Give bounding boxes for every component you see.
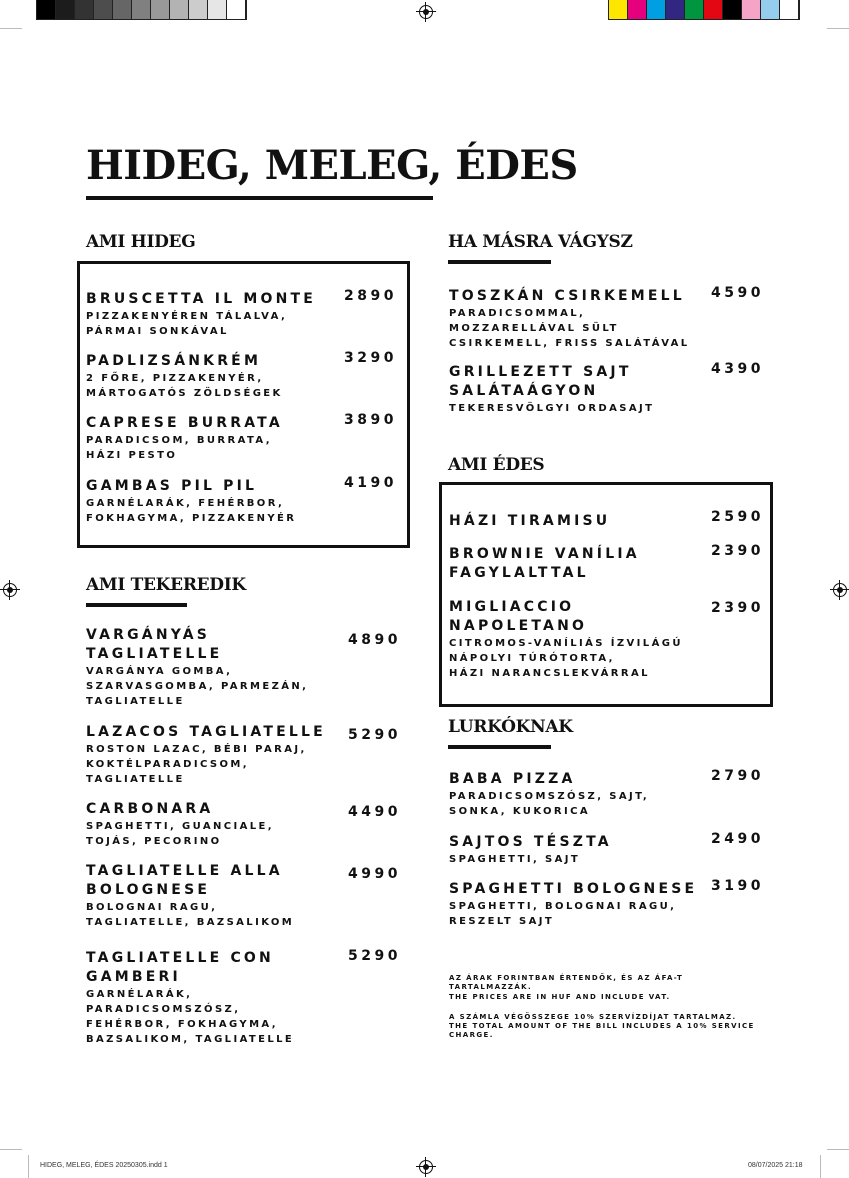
menu-item-price: 3890 bbox=[344, 412, 397, 428]
title-underline bbox=[86, 196, 433, 200]
note-prices-hu: AZ ÁRAK FORINTBAN ÉRTENDŐK, ÉS AZ ÁFA-T TARTALMAZZÁK. bbox=[449, 974, 684, 991]
menu-item-description: SPAGHETTI, SAJT bbox=[449, 854, 581, 865]
color-swatch bbox=[780, 0, 799, 19]
menu-item-name: LAZACOS TAGLIATELLE bbox=[86, 724, 326, 740]
menu-item-price: 4390 bbox=[711, 361, 764, 377]
color-swatch bbox=[723, 0, 742, 19]
registration-mark-right-icon bbox=[833, 583, 847, 597]
section-underline bbox=[86, 603, 187, 607]
crop-mark bbox=[827, 28, 849, 29]
grayscale-color-bar bbox=[36, 0, 247, 20]
menu-item-description: PIZZAKENYÉREN TÁLALVA, PÁRMAI SONKÁVAL bbox=[86, 311, 288, 337]
crop-mark bbox=[820, 1155, 821, 1178]
menu-item-price: 3290 bbox=[344, 350, 397, 366]
color-swatch bbox=[761, 0, 780, 19]
color-swatch bbox=[189, 0, 208, 19]
section-title-ami-tekeredik: AMI TEKEREDIK bbox=[86, 575, 246, 595]
menu-item-price: 5290 bbox=[348, 948, 401, 964]
color-swatch bbox=[704, 0, 723, 19]
registration-mark-left-icon bbox=[3, 583, 17, 597]
crop-mark bbox=[0, 1149, 22, 1150]
menu-item-name: VARGÁNYÁS TAGLIATELLE bbox=[86, 627, 223, 662]
registration-mark-top-icon bbox=[419, 5, 433, 19]
note-service-en: THE TOTAL AMOUNT OF THE BILL INCLUDES A 10% SERVICE CHARGE. bbox=[449, 1022, 755, 1039]
menu-item-description: GARNÉLARÁK, PARADICSOMSZÓSZ, FEHÉRBOR, FOKHAGYMA, BAZSALIKOM, TAGLIATELLE bbox=[86, 989, 295, 1045]
page-title: HIDEG, MELEG, ÉDES bbox=[86, 142, 578, 189]
color-swatch bbox=[132, 0, 151, 19]
menu-item-description: PARADICSOM, BURRATA, HÁZI PESTO bbox=[86, 435, 272, 461]
menu-item-price: 5290 bbox=[348, 727, 401, 743]
color-swatch bbox=[647, 0, 666, 19]
menu-item-price: 3190 bbox=[711, 878, 764, 894]
menu-item-price: 4490 bbox=[348, 804, 401, 820]
section-title-ami-hideg: AMI HIDEG bbox=[86, 232, 196, 252]
menu-item-price: 2590 bbox=[711, 509, 764, 525]
color-swatch bbox=[742, 0, 761, 19]
color-swatch bbox=[37, 0, 56, 19]
menu-item-description: BOLOGNAI RAGU, TAGLIATELLE, BAZSALIKOM bbox=[86, 902, 295, 928]
menu-item-name: TOSZKÁN CSIRKEMELL bbox=[449, 288, 685, 304]
menu-item-price: 2490 bbox=[711, 831, 764, 847]
menu-item-price: 4890 bbox=[348, 632, 401, 648]
menu-item-name: CARBONARA bbox=[86, 801, 214, 817]
menu-item-description: PARADICSOMMAL, MOZZARELLÁVAL SÜLT CSIRKEMELL, FRISS SALÁTÁVAL bbox=[449, 308, 690, 349]
color-swatch bbox=[685, 0, 704, 19]
menu-item-name: GRILLEZETT SAJT SALÁTAÁGYON bbox=[449, 364, 632, 399]
color-swatch bbox=[113, 0, 132, 19]
menu-item-name: SPAGHETTI BOLOGNESE bbox=[449, 881, 698, 897]
file-slug: HIDEG, MELEG, ÉDES 20250305.indd 1 bbox=[40, 1162, 168, 1169]
menu-item-name: TAGLIATELLE CON GAMBERI bbox=[86, 950, 274, 985]
color-swatch bbox=[94, 0, 113, 19]
menu-item-price: 4990 bbox=[348, 866, 401, 882]
section-title-ha-masra-vagysz: HA MÁSRA VÁGYSZ bbox=[448, 232, 633, 252]
menu-item-description: 2 FŐRE, PIZZAKENYÉR, MÁRTOGATÓS ZÖLDSÉGEK bbox=[86, 373, 283, 399]
menu-item-description: TEKERESVÖLGYI ORDASAJT bbox=[449, 403, 655, 414]
menu-item-description: CITROMOS-VANÍLIÁS ÍZVILÁGÚ NÁPOLYI TÚRÓTORTA, HÁZI NARANCSLEKVÁRRAL bbox=[449, 638, 683, 679]
note-prices-en: THE PRICES ARE IN HUF AND INCLUDE VAT. bbox=[449, 993, 671, 1001]
menu-item-description: SPAGHETTI, GUANCIALE, TOJÁS, PECORINO bbox=[86, 821, 274, 847]
menu-item-name: GAMBAS PIL PIL bbox=[86, 478, 258, 494]
menu-item-price: 2890 bbox=[344, 288, 397, 304]
menu-item-description: PARADICSOMSZÓSZ, SAJT, SONKA, KUKORICA bbox=[449, 791, 650, 817]
crop-mark bbox=[0, 28, 22, 29]
menu-item-name: MIGLIACCIO NAPOLETANO bbox=[449, 599, 588, 634]
menu-item-name: BABA PIZZA bbox=[449, 771, 576, 787]
menu-item-name: PADLIZSÁNKRÉM bbox=[86, 353, 262, 369]
section-underline bbox=[448, 745, 551, 749]
section-title-ami-edes: AMI ÉDES bbox=[448, 455, 545, 475]
color-swatch bbox=[227, 0, 246, 19]
color-swatch bbox=[75, 0, 94, 19]
color-swatch bbox=[666, 0, 685, 19]
menu-item-name: HÁZI TIRAMISU bbox=[449, 513, 611, 529]
menu-item-description: GARNÉLARÁK, FEHÉRBOR, FOKHAGYMA, PIZZAKENYÉR bbox=[86, 498, 297, 524]
color-swatch bbox=[56, 0, 75, 19]
menu-item-price: 4190 bbox=[344, 475, 397, 491]
process-color-bar bbox=[608, 0, 800, 20]
crop-mark bbox=[28, 1155, 29, 1178]
section-title-lurkoknak: LURKÓKNAK bbox=[448, 717, 573, 737]
note-service-hu: A SZÁMLA VÉGÖSSZEGE 10% SZERVÍZDÍJAT TARTALMAZ. bbox=[449, 1013, 737, 1021]
menu-item-description: SPAGHETTI, BOLOGNAI RAGU, RESZELT SAJT bbox=[449, 901, 677, 927]
menu-item-price: 2390 bbox=[711, 543, 764, 559]
menu-item-name: BRUSCETTA IL MONTE bbox=[86, 291, 317, 307]
color-swatch bbox=[170, 0, 189, 19]
color-swatch bbox=[609, 0, 628, 19]
menu-item-price: 2390 bbox=[711, 600, 764, 616]
color-swatch bbox=[628, 0, 647, 19]
menu-item-description: VARGÁNYA GOMBA, SZARVASGOMBA, PARMEZÁN, TAGLIATELLE bbox=[86, 666, 309, 707]
section-underline bbox=[448, 260, 551, 264]
menu-item-name: TAGLIATELLE ALLA BOLOGNESE bbox=[86, 863, 283, 898]
crop-mark bbox=[827, 1149, 849, 1150]
menu-item-name: BROWNIE VANÍLIA FAGYLALTTAL bbox=[449, 546, 640, 581]
menu-item-name: SAJTOS TÉSZTA bbox=[449, 834, 612, 850]
menu-item-price: 4590 bbox=[711, 285, 764, 301]
color-swatch bbox=[151, 0, 170, 19]
print-timestamp: 08/07/2025 21:18 bbox=[748, 1162, 803, 1169]
menu-item-price: 2790 bbox=[711, 768, 764, 784]
menu-item-description: ROSTON LAZAC, BÉBI PARAJ, KOKTÉLPARADICSOM, TAGLIATELLE bbox=[86, 744, 307, 785]
menu-item-name: CAPRESE BURRATA bbox=[86, 415, 283, 431]
registration-mark-bottom-icon bbox=[419, 1160, 433, 1174]
color-swatch bbox=[208, 0, 227, 19]
